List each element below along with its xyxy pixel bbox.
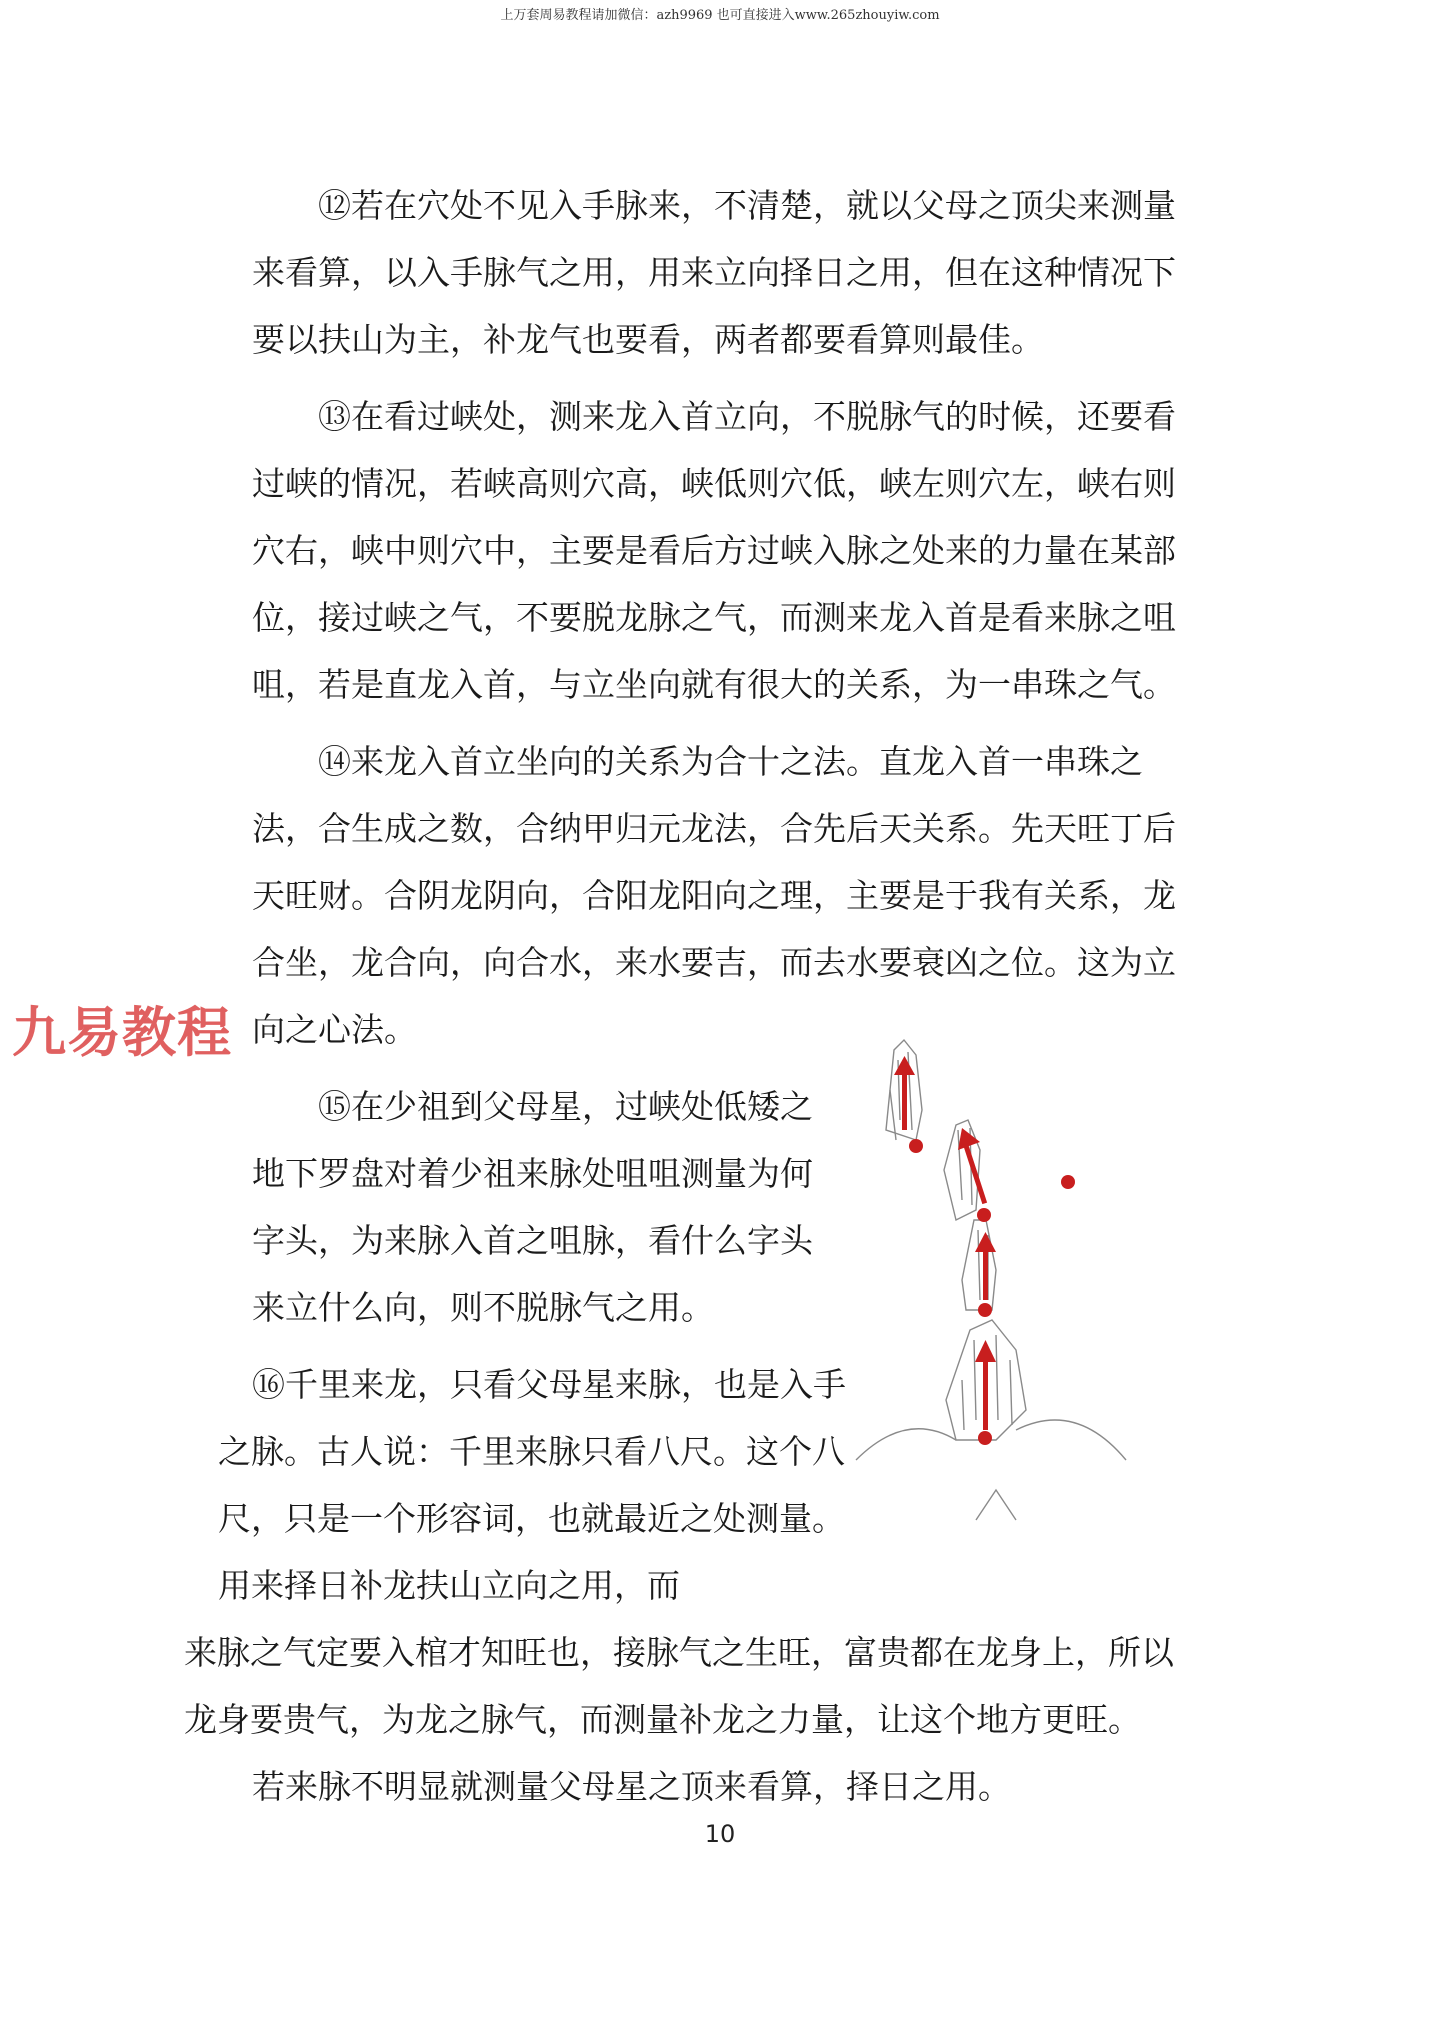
arrow-3-shaft [983,1245,988,1300]
mountain-sketch [846,1020,1206,1550]
dot-3 [1061,1175,1075,1189]
paragraph-17: 若来脉不明显就测量父母星之顶来看算，择日之用。 [252,1767,1011,1806]
page-number: 10 [704,1820,736,1848]
arrow-4-head [975,1340,996,1362]
arrow-2-head [958,1128,980,1150]
arrow-2-shaft [964,1146,987,1205]
watermark: 九易教程 [12,1001,232,1064]
arrow-1-shaft [902,1070,907,1130]
paragraph-15: ⑮在少祖到父母星，过峡处低矮之地下罗盘对着少祖来脉处咀咀测量为何字头，为来脉入首之咀脉，看什么字头来立什么向，则不脱脉气之用。 [252,1087,813,1327]
paragraph-12: ⑫若在穴处不见入手脉来，不清楚，就以父母之顶尖来测量来看算，以入手脉气之用，用来立向择日之用，但在这种情况下要以扶山为主，补龙气也要看，两者都要看算则最佳。 [252,186,1176,359]
paragraph-16-tail: 来脉之气定要入棺才知旺也，接脉气之生旺，富贵都在龙身上，所以龙身要贵气，为龙之脉气，而测量补龙之力量，让这个地方更旺。 [184,1633,1174,1739]
mountain-dragon-figure [846,1020,1206,1550]
lower-ridge [976,1490,1016,1520]
dot-4 [978,1303,992,1317]
arrow-1-head [894,1056,915,1075]
dot-5 [978,1431,992,1445]
header-note: 上万套周易教程请加微信：azh9969 也可直接进入www.265zhouyiw.com [500,8,940,23]
paragraph-14: ⑭来龙入首立坐向的关系为合十之法。直龙入首一串珠之法，合生成之数，合纳甲归元龙法，合先后天关系。先天旺丁后天旺财。合阴龙阴向，合阳龙阳向之理，主要是于我有关系，龙合坐，龙合向，向合水，来水要吉，而去水要衰凶之位。这为立向之心法。 [252,742,1176,1049]
dot-1 [909,1139,923,1153]
arrow-4-shaft [983,1355,988,1430]
paragraph-16 [184,1351,1174,1753]
page-body [184,172,1192,1820]
paragraph-13: ⑬在看过峡处，测来龙入首立向，不脱脉气的时候，还要看过峡的情况，若峡高则穴高，峡低则穴低，峡左则穴左，峡右则穴右，峡中则穴中，主要是看后方过峡入脉之处来的力量在某部位，接过峡之气，不要脱龙脉之气，而测来龙入首是看来脉之咀咀，若是直龙入首，与立坐向就有很大的关系，为一串珠之气。 [252,397,1176,704]
paragraph-16-head: ⑯千里来龙，只看父母星来脉，也是入手之脉。古人说：千里来脉只看八尺。这个八尺，只是一个形容词，也就最近之处测量。用来择日补龙扶山立向之用，而 [218,1365,846,1605]
dot-2 [977,1208,991,1222]
